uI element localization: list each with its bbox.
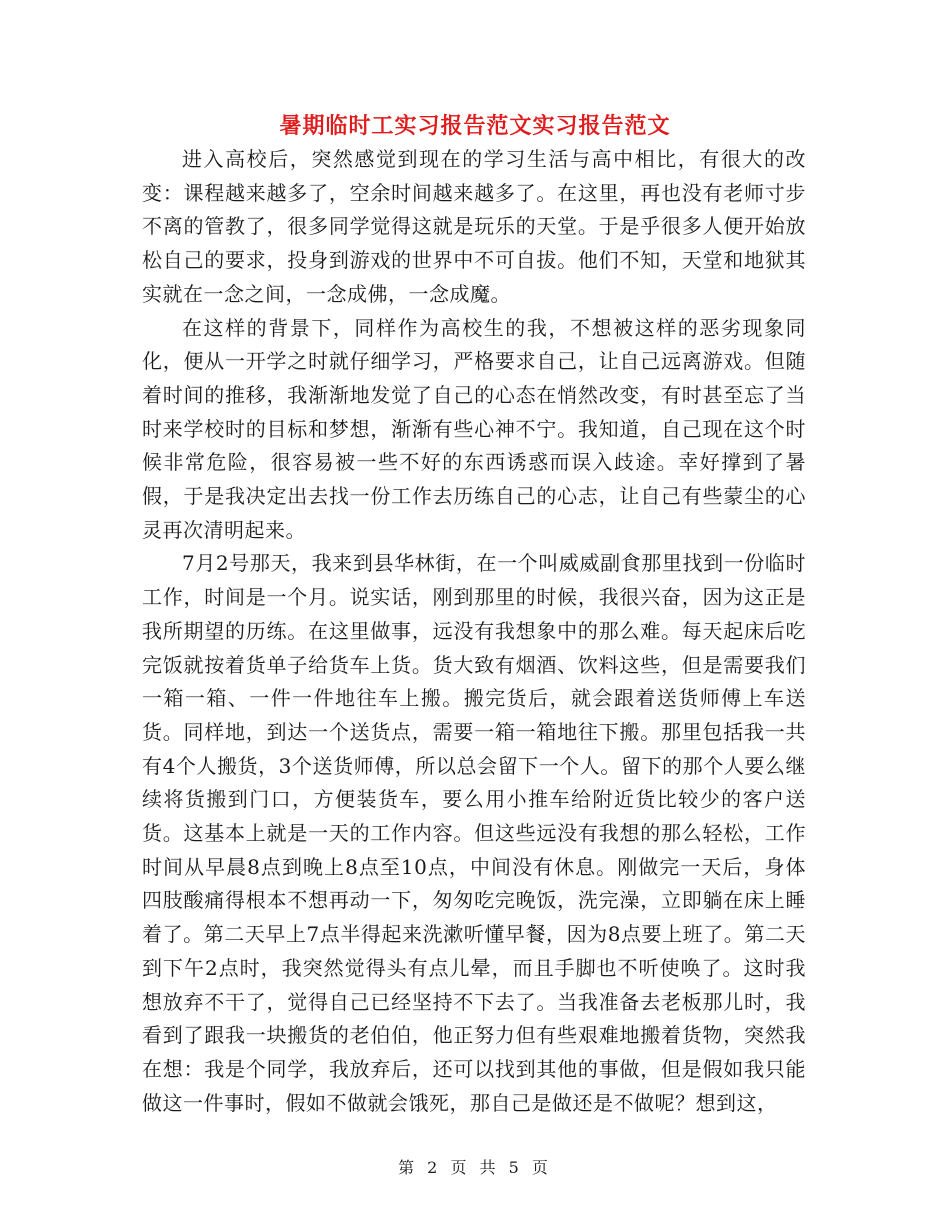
paragraph-3: 7月2号那天，我来到县华林街，在一个叫威威副食那里找到一份临时工作，时间是一个月。说实话，刚到那里的时候，我很兴奋，因为这正是我所期望的历练。在这里做事，远没有我想象中的那么难。每天起床后吃完饭就按着货单子给货车上货。货大致有烟酒、饮料这些，但是需要我们一箱一箱、一件一件地往车上搬。搬完货后，就会跟着送货师傅上车送货。同样地，到达一个送货点，需要一箱一箱地往下搬。那里包括我一共有4个人搬货，3个送货师傅，所以总会留下一个人。留下的那个人要么继续将货搬到门口，方便装货车，要么用小推车给附近货比较少的客户送货。这基本上就是一天的工作内容。但这些远没有我想的那么轻松，工作时间从早晨8点到晚上8点至10点，中间没有休息。刚做完一天后，身体四肢酸痛得根本不想再动一下，匆匆吃完晚饭，洗完澡，立即躺在床上睡着了。第二天早上7点半得起来洗漱听懂早餐，因为8点要上班了。第二天到下午2点时，我突然觉得头有点儿晕，而且手脚也不听使唤了。这时我想放弃不干了，觉得自己已经坚持不下去了。当我准备去老板那儿时，我看到了跟我一块搬货的老伯伯，他正努力但有些艰难地搬着货物，突然我在想：我是个同学，我放弃后，还可以找到其他的事做，但是假如我只能做这一件事时，假如不做就会饿死，那自己是做还是不做呢？想到这， [142,551,806,1115]
document-title: 暑期临时工实习报告范文实习报告范文 [279,113,671,139]
page-number-footer: 第 2 页 共 5 页 [398,1158,552,1177]
paragraph-2: 在这样的背景下，同样作为高校生的我，不想被这样的恶劣现象同化，便从一开学之时就仔细学习，严格要求自己，让自己远离游戏。但随着时间的推移，我渐渐地发觉了自己的心态在悄然改变，有时甚至忘了当时来学校时的目标和梦想，渐渐有些心神不宁。我知道，自己现在这个时候非常危险，很容易被一些不好的东西诱惑而误入歧途。幸好撑到了暑假，于是我决定出去找一份工作去历练自己的心志，让自己有些蒙尘的心灵再次清明起来。 [142,315,806,542]
paragraph-1: 进入高校后，突然感觉到现在的学习生活与高中相比，有很大的改变：课程越来越多了，空余时间越来越多了。在这里，再也没有老师寸步不离的管教了，很多同学觉得这就是玩乐的天堂。于是乎很多人便开始放松自己的要求，投身到游戏的世界中不可自拔。他们不知，天堂和地狱其实就在一念之间，一念成佛，一念成魔。 [142,147,806,306]
document-body [142,143,806,1120]
